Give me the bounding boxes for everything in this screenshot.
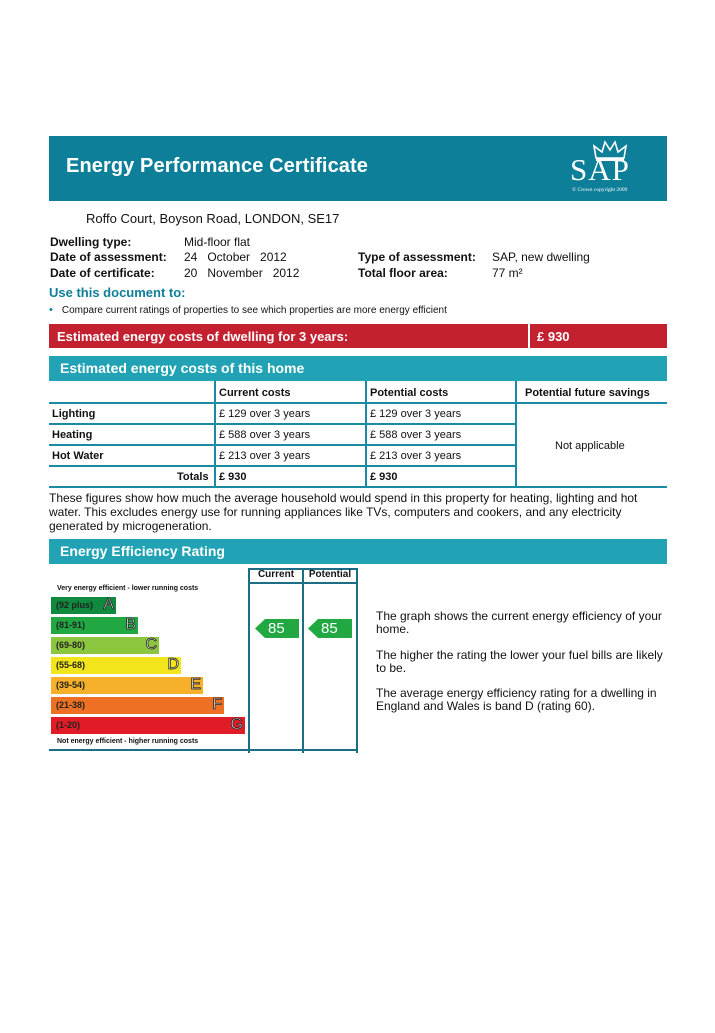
table-rule <box>49 486 667 488</box>
table-divider <box>515 381 517 488</box>
band-range: (81-91) <box>56 620 86 630</box>
column-header-savings: Potential future savings <box>525 387 650 399</box>
property-address: Roffo Court, Boyson Road, LONDON, SE17 <box>86 211 340 226</box>
savings-value: Not applicable <box>555 440 625 452</box>
totals-potential: £ 930 <box>370 471 398 483</box>
totals-label: Totals <box>177 471 209 483</box>
band-letter: A <box>103 596 114 613</box>
chart-rule <box>248 568 250 753</box>
table-rule <box>49 423 515 425</box>
rating-chart <box>49 565 359 752</box>
rating-explanation-2: The higher the rating the lower your fuel bills are likely to be. <box>376 648 663 675</box>
chart-rule <box>302 568 304 753</box>
chart-rule <box>49 749 358 751</box>
rating-explanation-3: The average energy efficiency rating for a dwelling in England and Wales is band D (rating 60). <box>376 686 657 713</box>
band-b <box>51 617 138 634</box>
band-d <box>51 657 181 674</box>
certificate-date-value: 20 November 2012 <box>184 266 300 280</box>
bullet-icon: • <box>49 304 53 316</box>
row-label-heating: Heating <box>52 429 93 441</box>
costs-section-title: Estimated energy costs of this home <box>60 360 305 376</box>
table-rule <box>49 402 667 404</box>
column-header-potential: Potential <box>308 569 352 580</box>
cell-heating-current: £ 588 over 3 years <box>219 429 311 441</box>
dwelling-type-value: Mid-floor flat <box>184 235 251 249</box>
column-header-potential: Potential costs <box>370 387 449 399</box>
certificate-date-label: Date of certificate: <box>50 266 155 280</box>
sap-logo-text: SAP <box>570 152 630 187</box>
use-document-title: Use this document to: <box>49 285 186 300</box>
band-range: (92 plus) <box>56 600 94 610</box>
band-range: (39-54) <box>56 680 86 690</box>
sap-logo <box>568 146 656 196</box>
current-rating-arrow <box>255 619 299 638</box>
three-year-cost-label: Estimated energy costs of dwelling for 3 years: <box>57 329 349 344</box>
band-letter: C <box>145 636 157 653</box>
row-label-lighting: Lighting <box>52 408 96 420</box>
table-divider <box>214 381 216 488</box>
row-label-hot-water: Hot Water <box>52 450 104 462</box>
potential-rating-value: 85 <box>321 620 338 637</box>
assessment-date-value: 24 October 2012 <box>184 250 287 264</box>
floor-area-label: Total floor area: <box>358 266 448 280</box>
cost-bar-divider <box>528 324 530 348</box>
band-range: (21-38) <box>56 700 86 710</box>
bottom-caption: Not energy efficient - higher running costs <box>57 738 199 745</box>
top-caption: Very energy efficient - lower running costs <box>57 585 199 592</box>
bullet-text: Compare current ratings of properties to see which properties are more energy efficient <box>61 305 447 316</box>
band-range: (55-68) <box>56 660 86 670</box>
sap-copyright: © Crown copyright 2009 <box>572 187 628 193</box>
band-letter: B <box>125 616 136 633</box>
assessment-type-value: SAP, new dwelling <box>492 250 590 264</box>
band-letter: E <box>190 676 201 693</box>
rating-section-title: Energy Efficiency Rating <box>60 543 225 559</box>
band-letter: F <box>212 696 222 713</box>
potential-rating-arrow <box>308 619 352 638</box>
band-f <box>51 697 224 714</box>
band-range: (69-80) <box>56 640 86 650</box>
table-divider <box>365 381 367 488</box>
three-year-cost-value: £ 930 <box>537 329 570 344</box>
cell-lighting-potential: £ 129 over 3 years <box>370 408 462 420</box>
totals-current: £ 930 <box>219 471 247 483</box>
band-letter: G <box>230 716 243 733</box>
cell-lighting-current: £ 129 over 3 years <box>219 408 311 420</box>
chart-rule <box>356 568 358 753</box>
band-a <box>51 597 116 614</box>
use-document-bullet <box>49 304 447 316</box>
table-rule <box>49 444 515 446</box>
column-header-current: Current <box>257 569 295 580</box>
cell-hot-water-current: £ 213 over 3 years <box>219 450 311 462</box>
band-c <box>51 637 159 654</box>
dwelling-type-label: Dwelling type: <box>50 235 132 249</box>
band-letter: D <box>167 656 179 673</box>
assessment-date-label: Date of assessment: <box>50 250 167 264</box>
band-range: (1-20) <box>56 720 81 730</box>
cell-heating-potential: £ 588 over 3 years <box>370 429 462 441</box>
band-e <box>51 677 203 694</box>
costs-explanation: These figures show how much the average household would spend in this property for heating, lighting and hot water. This excludes energy use for running appliances like TVs, computers and cookers, and any electricity generated by microgeneration. <box>49 491 638 533</box>
page-title: Energy Performance Certificate <box>66 155 369 177</box>
floor-area-value: 77 m² <box>492 266 523 280</box>
cell-hot-water-potential: £ 213 over 3 years <box>370 450 462 462</box>
column-header-current: Current costs <box>219 387 291 399</box>
rating-explanation-1: The graph shows the current energy efficiency of your home. <box>376 609 662 636</box>
chart-rule <box>248 582 358 584</box>
costs-table <box>49 381 667 488</box>
current-rating-value: 85 <box>268 620 285 637</box>
table-rule <box>49 465 515 467</box>
band-g <box>51 717 245 734</box>
assessment-type-label: Type of assessment: <box>358 250 476 264</box>
